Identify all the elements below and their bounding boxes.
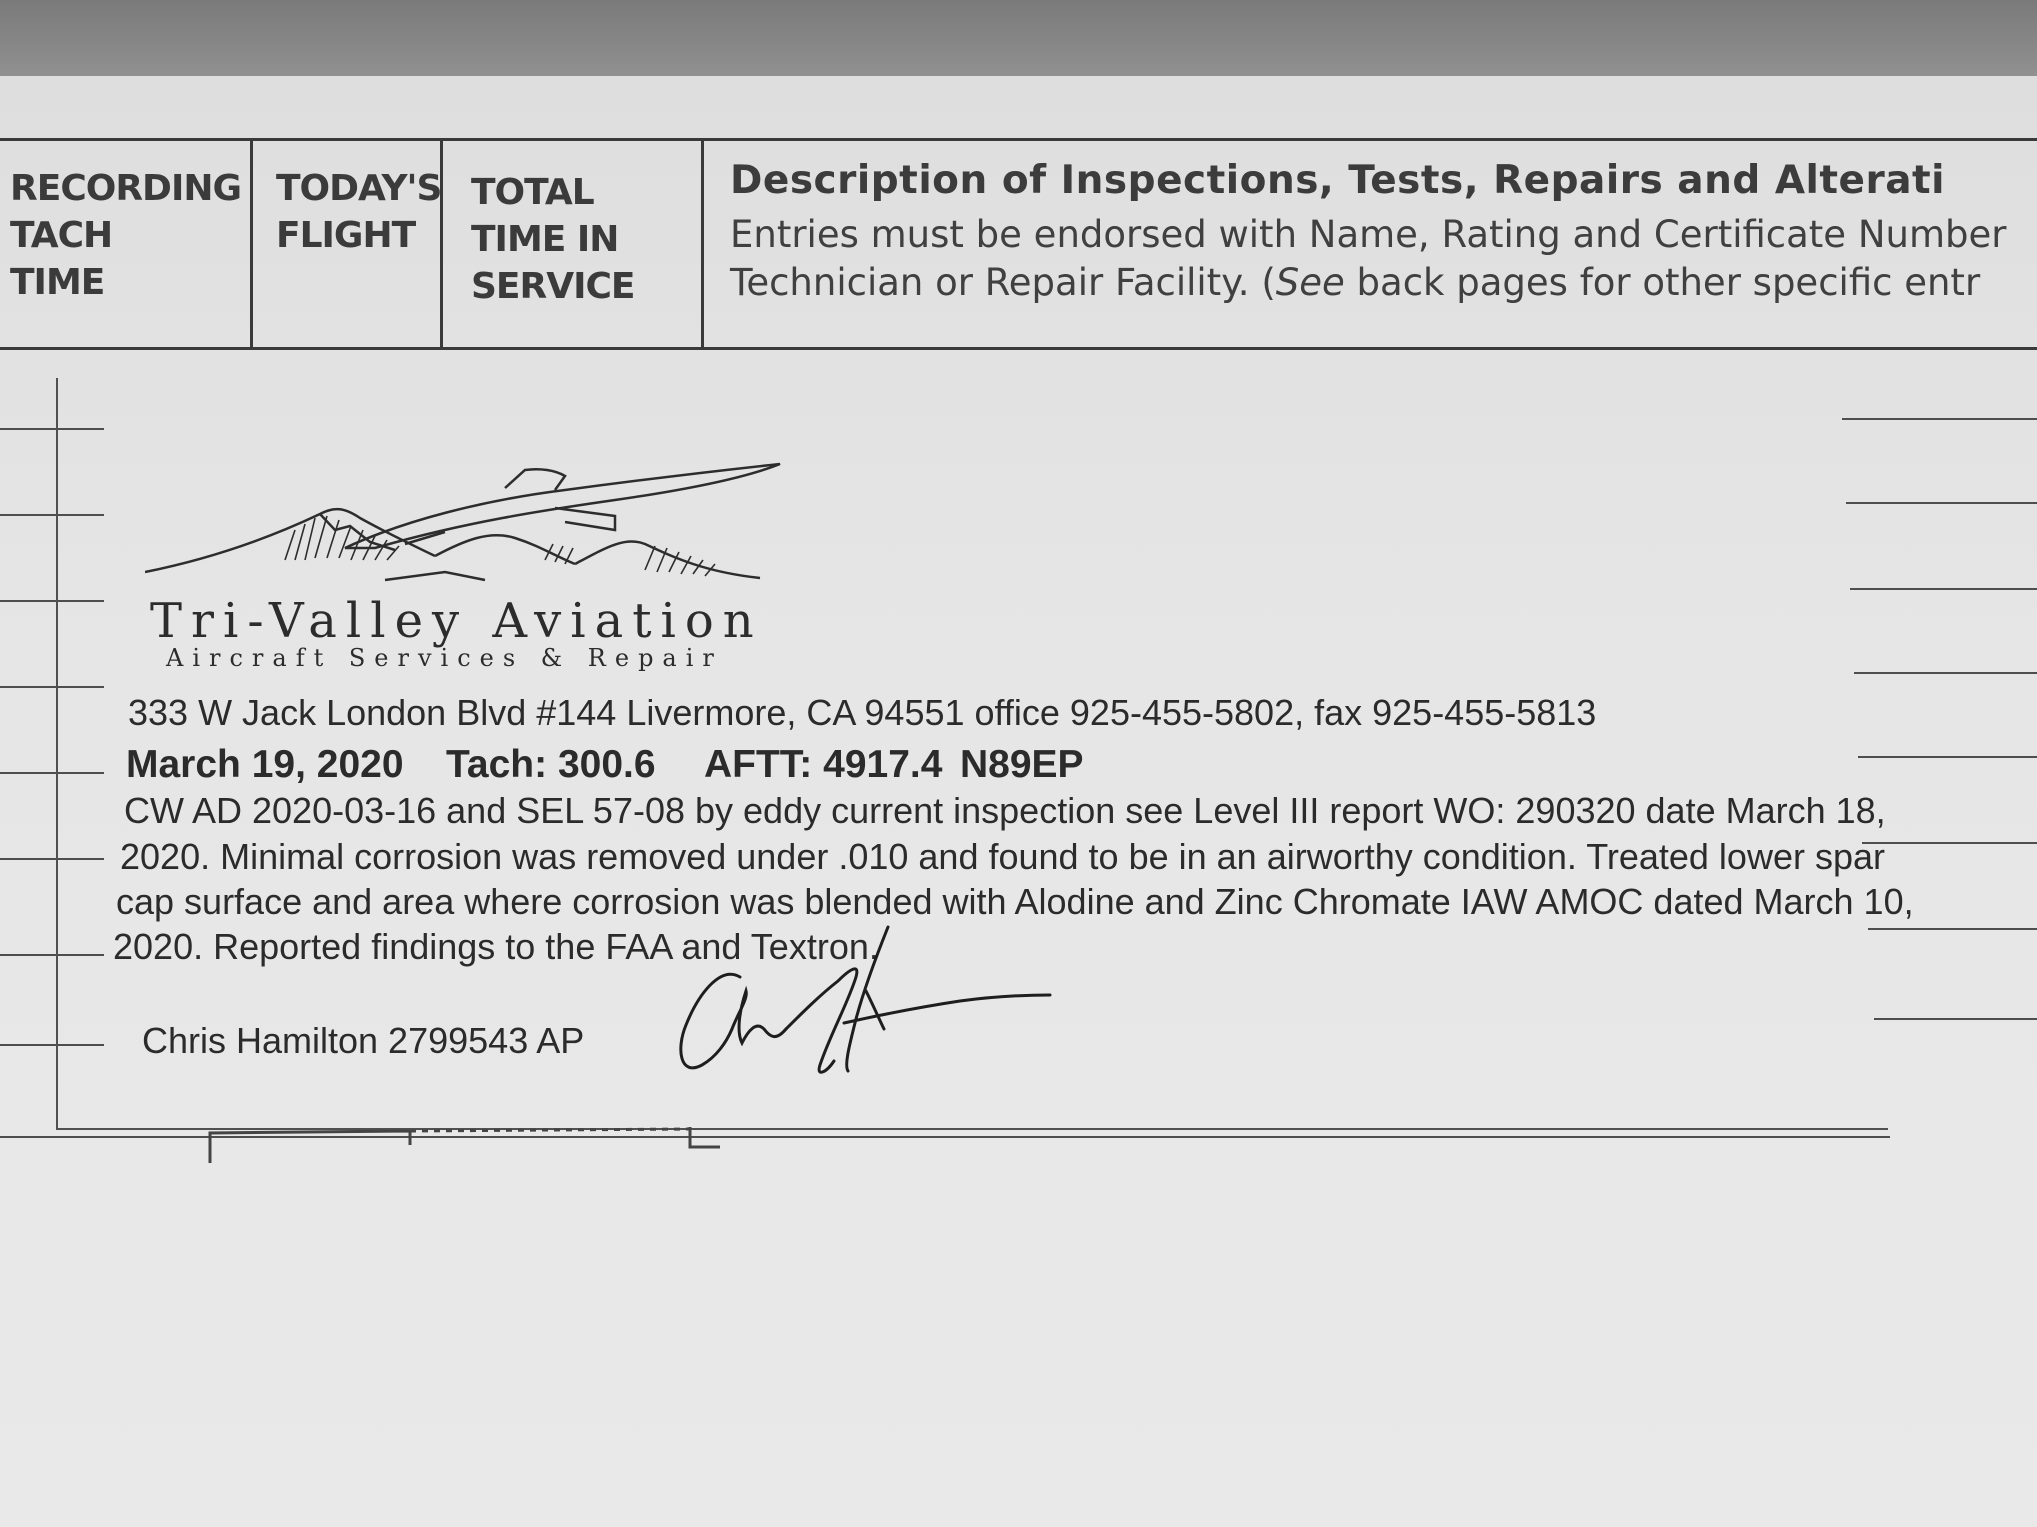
company-name: Tri-Valley Aviation [150, 593, 763, 649]
next-entry-header-fragment [200, 1125, 720, 1163]
aftt-reading: AFTT: 4917.4 [704, 743, 943, 786]
log-line [1868, 928, 2037, 930]
airplane-mountains-logo [145, 460, 795, 600]
log-line [1862, 842, 2037, 844]
entry-text-line-4: 2020. Reported findings to the FAA and Textron. [113, 926, 879, 967]
entry-text-line-1: CW AD 2020-03-16 and SEL 57-08 by eddy current inspection see Level III report WO: 290320 date March 18, [124, 790, 1886, 831]
entry-text-line-3: cap surface and area where corrosion was blended with Alodine and Zinc Chromate IAW AMOC dated March 10, [116, 881, 1914, 922]
description-title: Description of Inspections, Tests, Repairs and Alterati [730, 158, 1946, 203]
todays-flight-column [253, 141, 443, 347]
handwritten-signature [670, 925, 1060, 1080]
signer-name-certificate: Chris Hamilton 2799543 AP [142, 1020, 585, 1061]
company-address: 333 W Jack London Blvd #144 Livermore, CA 94551 office 925-455-5802, fax 925-455-5813 [128, 692, 1597, 733]
total-time-in-service-label: TOTAL TIME IN SERVICE [471, 172, 635, 307]
todays-flight-label: TODAY'S FLIGHT [276, 168, 442, 256]
recording-tach-time-label: RECORDING TACH TIME [10, 168, 242, 303]
entry-text-line-2: 2020. Minimal corrosion was removed under .010 and found to be in an airworthy condition. Treated lower spar [120, 836, 1885, 877]
entry-date: March 19, 2020 [126, 743, 404, 786]
description-instructions-line-2: Technician or Repair Facility. (See back pages for other specific entr [730, 261, 1981, 304]
description-instructions-line-1: Entries must be endorsed with Name, Rating and Certificate Number [730, 213, 2007, 256]
tach-reading: Tach: 300.6 [446, 743, 656, 786]
tail-number: N89EP [960, 743, 1084, 786]
total-time-in-service-column [443, 141, 704, 347]
company-tagline: Aircraft Services & Repair [166, 644, 723, 672]
recording-tach-time-column [0, 141, 253, 347]
log-line [1874, 1018, 2037, 1020]
